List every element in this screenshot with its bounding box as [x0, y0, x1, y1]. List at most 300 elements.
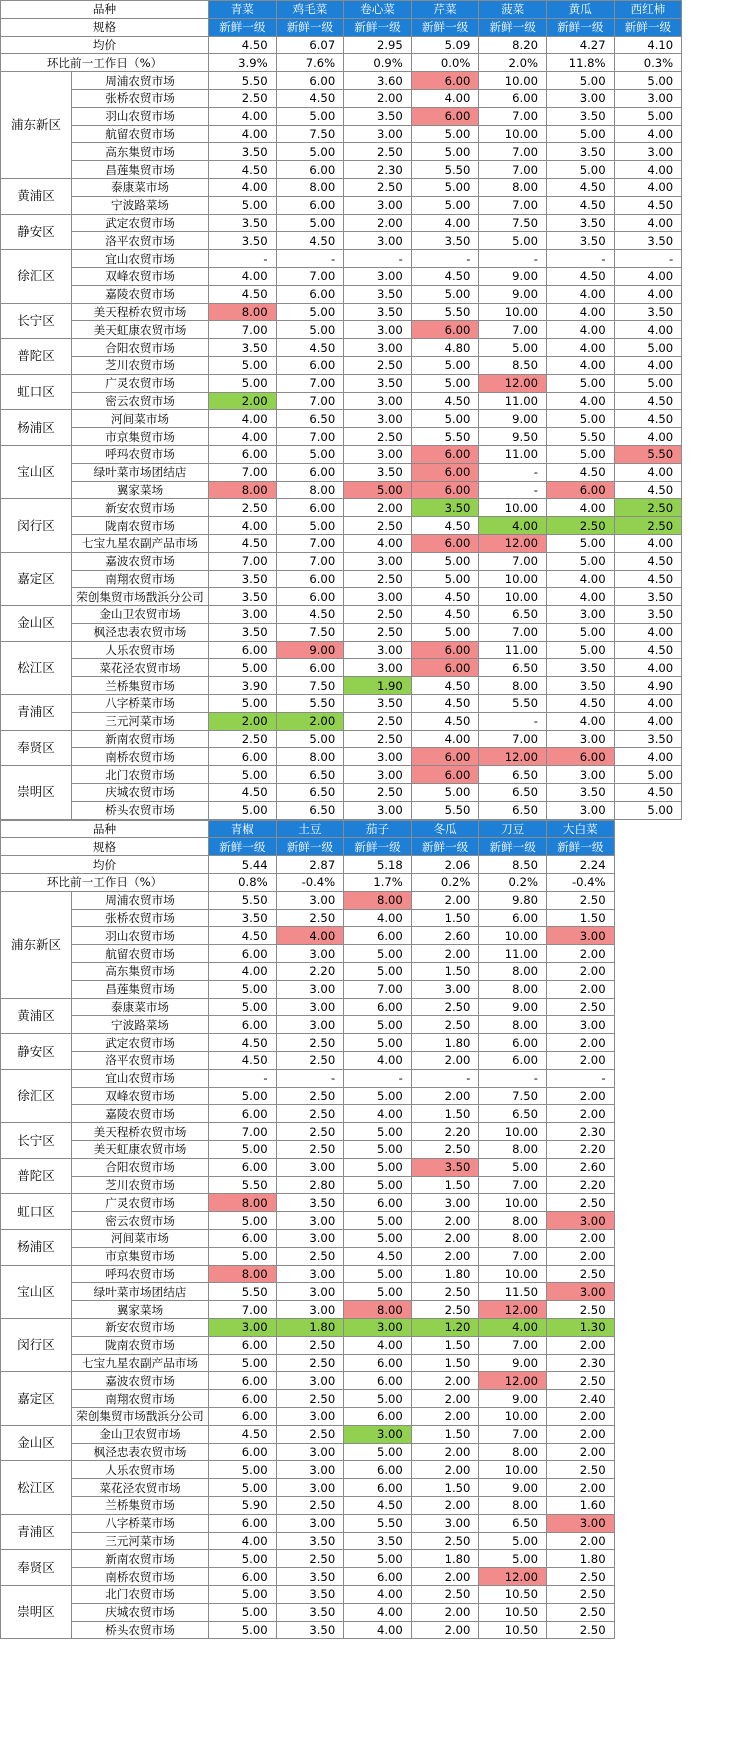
table-row	[1, 1532, 615, 1550]
table-row	[1, 980, 615, 998]
market-name: 枫泾忠表农贸市场	[72, 1443, 209, 1461]
market-name: 菜花泾农贸市场	[72, 659, 209, 677]
district-label: 闵行区	[1, 1318, 72, 1371]
price-cell: 8.00	[276, 748, 344, 766]
price-cell: 6.00	[411, 534, 479, 552]
market-name: 宜山农贸市场	[72, 1069, 209, 1087]
price-cell: 10.00	[479, 1265, 547, 1283]
price-cell: 2.00	[411, 1407, 479, 1425]
variety-label: 品种	[1, 820, 209, 838]
average-label: 均价	[1, 856, 209, 874]
price-cell: 4.50	[614, 641, 682, 659]
table-row	[1, 1443, 615, 1461]
average-cell: 8.50	[479, 856, 547, 874]
market-name: 市京集贸市场	[72, 1247, 209, 1265]
spec-cell: 新鲜一级	[209, 838, 277, 856]
average-label: 均价	[1, 36, 209, 54]
market-name: 翼家菜场	[72, 1301, 209, 1319]
price-cell: 6.00	[209, 1568, 277, 1586]
price-cell: 3.00	[344, 552, 412, 570]
price-cell: 4.00	[614, 463, 682, 481]
price-cell: 2.50	[209, 89, 277, 107]
price-cell: 4.00	[344, 534, 412, 552]
price-cell: 4.50	[411, 392, 479, 410]
price-cell: 4.00	[411, 214, 479, 232]
price-cell: 3.00	[546, 801, 614, 819]
market-name: 芝川农贸市场	[72, 1176, 209, 1194]
price-cell: 12.00	[479, 1372, 547, 1390]
district-label: 普陀区	[1, 339, 72, 375]
price-cell: 4.50	[209, 534, 277, 552]
table-row	[1, 1247, 615, 1265]
price-cell: 4.50	[209, 784, 277, 802]
price-cell: 7.00	[276, 552, 344, 570]
table-row	[1, 1265, 615, 1283]
price-cell: -	[479, 1069, 547, 1087]
market-name: 南桥农贸市场	[72, 1568, 209, 1586]
price-cell: 2.00	[411, 1229, 479, 1247]
price-cell: 4.00	[614, 748, 682, 766]
price-cell: 2.50	[344, 570, 412, 588]
price-cell: 2.50	[411, 1016, 479, 1034]
price-cell: 5.50	[411, 161, 479, 179]
table-row	[1, 695, 682, 713]
market-name: 高东集贸市场	[72, 143, 209, 161]
market-name: 翼家菜场	[72, 481, 209, 499]
price-cell: 4.00	[209, 1532, 277, 1550]
column-header: 大白菜	[546, 820, 614, 838]
table-row	[1, 125, 682, 143]
price-cell: 2.00	[546, 945, 614, 963]
district-label: 浦东新区	[1, 72, 72, 179]
market-name: 航留农贸市场	[72, 125, 209, 143]
market-name: 嘉陵农贸市场	[72, 285, 209, 303]
price-cell: 3.00	[344, 339, 412, 357]
price-cell: 2.50	[411, 1585, 479, 1603]
price-cell: 5.00	[546, 445, 614, 463]
average-cell: 5.09	[411, 36, 479, 54]
price-cell: 4.50	[411, 677, 479, 695]
price-cell: -	[209, 250, 277, 268]
price-cell: 5.00	[344, 1158, 412, 1176]
price-cell: 2.50	[546, 1621, 614, 1639]
price-cell: 3.50	[546, 143, 614, 161]
price-cell: 1.80	[411, 1550, 479, 1568]
average-cell: 2.06	[411, 856, 479, 874]
price-cell: 2.00	[546, 1479, 614, 1497]
price-cell: 3.00	[276, 1016, 344, 1034]
table-row	[1, 784, 682, 802]
price-cell: 7.00	[276, 374, 344, 392]
price-cell: 3.00	[209, 606, 277, 624]
market-name: 人乐农贸市场	[72, 641, 209, 659]
price-cell: 2.00	[546, 1407, 614, 1425]
price-cell: 3.50	[546, 232, 614, 250]
price-cell: -	[411, 1069, 479, 1087]
market-name: 广灵农贸市场	[72, 374, 209, 392]
price-cell: 3.00	[546, 1514, 614, 1532]
market-name: 美天程桥农贸市场	[72, 303, 209, 321]
market-name: 北门农贸市场	[72, 1585, 209, 1603]
price-cell: 6.00	[209, 1336, 277, 1354]
price-cell: 6.50	[479, 801, 547, 819]
price-cell: 10.00	[479, 303, 547, 321]
price-cell: 3.00	[546, 1212, 614, 1230]
market-name: 庆城农贸市场	[72, 1603, 209, 1621]
price-cell: 2.50	[276, 1087, 344, 1105]
price-cell: 2.50	[276, 1550, 344, 1568]
price-cell: 1.20	[411, 1318, 479, 1336]
price-cell: -	[276, 250, 344, 268]
price-cell: 7.50	[276, 125, 344, 143]
spec-cell: 新鲜一级	[479, 838, 547, 856]
price-cell: 4.00	[344, 1603, 412, 1621]
price-cell: 5.50	[614, 445, 682, 463]
table-row	[1, 1461, 615, 1479]
table-row	[1, 534, 682, 552]
price-cell: 2.00	[411, 1568, 479, 1586]
price-cell: 3.00	[344, 766, 412, 784]
district-label: 虹口区	[1, 1194, 72, 1230]
price-cell: 6.50	[479, 784, 547, 802]
change-row	[1, 874, 615, 892]
table-row	[1, 285, 682, 303]
price-cell: 4.00	[614, 534, 682, 552]
price-cell: 8.50	[479, 356, 547, 374]
market-name: 宁波路菜场	[72, 1016, 209, 1034]
price-cell: 3.00	[276, 1443, 344, 1461]
price-cell: 2.00	[411, 1461, 479, 1479]
spec-cell: 新鲜一级	[209, 18, 277, 36]
price-cell: 5.00	[411, 356, 479, 374]
table-row	[1, 356, 682, 374]
price-cell: 3.00	[546, 606, 614, 624]
price-cell: 9.00	[479, 998, 547, 1016]
price-cell: 12.00	[479, 1568, 547, 1586]
price-cell: 3.00	[276, 891, 344, 909]
price-cell: 4.00	[344, 1336, 412, 1354]
price-cell: 3.00	[276, 1301, 344, 1319]
price-cell: -	[276, 1069, 344, 1087]
price-cell: 2.50	[276, 909, 344, 927]
market-name: 嘉波农贸市场	[72, 1372, 209, 1390]
price-cell: 2.50	[546, 1568, 614, 1586]
price-cell: 1.50	[411, 1425, 479, 1443]
price-cell: 4.00	[344, 1052, 412, 1070]
price-cell: 10.00	[479, 1461, 547, 1479]
price-cell: 2.50	[411, 1532, 479, 1550]
price-cell: 3.50	[209, 570, 277, 588]
price-cell: 7.50	[479, 1087, 547, 1105]
price-cell: 4.50	[614, 196, 682, 214]
average-cell: 5.44	[209, 856, 277, 874]
price-cell: 10.00	[479, 927, 547, 945]
price-cell: 2.50	[209, 730, 277, 748]
price-cell: 8.00	[479, 963, 547, 981]
market-name: 宁波路菜场	[72, 196, 209, 214]
price-cell: 3.50	[614, 232, 682, 250]
table-row	[1, 161, 682, 179]
market-name: 七宝九星农副产品市场	[72, 1354, 209, 1372]
price-cell: 3.00	[344, 801, 412, 819]
price-cell: 4.50	[411, 588, 479, 606]
price-cell: 1.50	[546, 909, 614, 927]
price-cell: 5.00	[411, 196, 479, 214]
district-label: 徐汇区	[1, 1069, 72, 1122]
price-cell: 3.00	[546, 1016, 614, 1034]
district-label: 嘉定区	[1, 552, 72, 605]
price-cell: 3.00	[276, 1407, 344, 1425]
price-cell: 6.00	[276, 499, 344, 517]
price-cell: 7.00	[479, 143, 547, 161]
price-cell: 4.00	[614, 356, 682, 374]
table-row	[1, 1550, 615, 1568]
price-cell: 5.00	[344, 945, 412, 963]
price-cell: 4.00	[614, 428, 682, 446]
price-cell: 5.00	[614, 374, 682, 392]
price-cell: 3.50	[546, 107, 614, 125]
price-cell: 4.00	[546, 499, 614, 517]
price-cell: 2.50	[546, 1603, 614, 1621]
market-name: 昌莲集贸市场	[72, 980, 209, 998]
table-row	[1, 1105, 615, 1123]
price-cell: 2.50	[276, 1354, 344, 1372]
price-cell: 4.00	[614, 695, 682, 713]
market-name: 荣创集贸市场戬浜分公司	[72, 1407, 209, 1425]
price-table-2	[0, 820, 615, 1640]
price-cell: 5.00	[546, 641, 614, 659]
price-cell: 2.50	[276, 1336, 344, 1354]
price-cell: 7.50	[479, 214, 547, 232]
column-header: 卷心菜	[344, 1, 412, 19]
market-name: 南翔农贸市场	[72, 1390, 209, 1408]
table-row	[1, 499, 682, 517]
average-cell: 2.87	[276, 856, 344, 874]
price-cell: 2.50	[344, 517, 412, 535]
price-cell: -	[479, 712, 547, 730]
price-cell: 8.00	[479, 1212, 547, 1230]
district-label: 奉贤区	[1, 1550, 72, 1586]
price-cell: 8.00	[479, 1016, 547, 1034]
price-cell: 7.00	[276, 392, 344, 410]
price-cell: 3.00	[344, 445, 412, 463]
price-cell: 5.00	[614, 766, 682, 784]
price-cell: 4.00	[614, 321, 682, 339]
price-cell: -	[209, 1069, 277, 1087]
table-row	[1, 321, 682, 339]
district-label: 静安区	[1, 214, 72, 250]
price-cell: 2.30	[546, 1354, 614, 1372]
price-cell: 3.00	[276, 980, 344, 998]
price-cell: 6.00	[344, 998, 412, 1016]
price-cell: 5.00	[209, 766, 277, 784]
price-cell: 3.00	[546, 89, 614, 107]
market-name: 南桥农贸市场	[72, 748, 209, 766]
price-cell: 5.00	[209, 695, 277, 713]
market-name: 河间菜市场	[72, 410, 209, 428]
price-cell: 5.00	[276, 445, 344, 463]
price-cell: 10.00	[479, 125, 547, 143]
table-row	[1, 1212, 615, 1230]
price-cell: 6.00	[344, 1354, 412, 1372]
market-name: 菜花泾农贸市场	[72, 1479, 209, 1497]
price-cell: 6.00	[209, 1443, 277, 1461]
market-name: 七宝九星农副产品市场	[72, 534, 209, 552]
price-cell: 3.50	[276, 1532, 344, 1550]
price-cell: 5.00	[546, 374, 614, 392]
price-cell: 2.50	[546, 1194, 614, 1212]
price-cell: 2.00	[411, 1372, 479, 1390]
price-cell: 4.00	[344, 1621, 412, 1639]
price-cell: 5.50	[479, 695, 547, 713]
average-cell: 4.27	[546, 36, 614, 54]
district-label: 黄浦区	[1, 178, 72, 214]
price-cell: 5.00	[209, 1461, 277, 1479]
price-cell: 7.50	[276, 677, 344, 695]
table-row	[1, 1123, 615, 1141]
table-row	[1, 1336, 615, 1354]
market-name: 新安农贸市场	[72, 1318, 209, 1336]
price-cell: 5.00	[276, 107, 344, 125]
table-row	[1, 659, 682, 677]
market-name: 美天虹康农贸市场	[72, 1141, 209, 1159]
price-cell: 1.80	[546, 1550, 614, 1568]
price-cell: 4.50	[614, 410, 682, 428]
average-row	[1, 856, 615, 874]
market-name: 武定农贸市场	[72, 214, 209, 232]
price-cell: 6.00	[209, 748, 277, 766]
price-cell: 5.00	[411, 374, 479, 392]
table-row	[1, 1016, 615, 1034]
price-cell: 3.00	[344, 588, 412, 606]
price-cell: 4.00	[209, 410, 277, 428]
table-row	[1, 766, 682, 784]
price-cell: 2.00	[276, 712, 344, 730]
price-cell: 3.00	[276, 1229, 344, 1247]
price-cell: 6.00	[209, 445, 277, 463]
price-cell: 3.50	[411, 1158, 479, 1176]
price-cell: 2.00	[411, 1496, 479, 1514]
district-label: 嘉定区	[1, 1372, 72, 1425]
table-row	[1, 1514, 615, 1532]
price-cell: 5.00	[344, 1229, 412, 1247]
price-cell: 12.00	[479, 534, 547, 552]
table-row	[1, 374, 682, 392]
spec-row	[1, 838, 615, 856]
price-cell: 7.00	[209, 463, 277, 481]
column-header: 土豆	[276, 820, 344, 838]
price-cell: 6.00	[411, 445, 479, 463]
district-label: 普陀区	[1, 1158, 72, 1194]
market-name: 双峰农贸市场	[72, 1087, 209, 1105]
price-cell: 3.00	[614, 89, 682, 107]
market-name: 周浦农贸市场	[72, 891, 209, 909]
price-cell: 6.00	[276, 356, 344, 374]
price-cell: 8.00	[479, 980, 547, 998]
market-name: 庆城农贸市场	[72, 784, 209, 802]
table-row	[1, 1585, 615, 1603]
price-cell: 2.50	[344, 712, 412, 730]
price-cell: 5.00	[276, 143, 344, 161]
price-cell: 3.00	[276, 1158, 344, 1176]
price-cell: 3.50	[209, 909, 277, 927]
price-cell: 3.00	[344, 748, 412, 766]
price-cell: 6.50	[479, 606, 547, 624]
price-cell: 7.00	[209, 321, 277, 339]
average-cell: 2.95	[344, 36, 412, 54]
price-cell: 3.50	[411, 232, 479, 250]
price-cell: 3.00	[344, 196, 412, 214]
market-name: 嘉陵农贸市场	[72, 1105, 209, 1123]
price-cell: 5.50	[209, 1283, 277, 1301]
price-cell: 6.00	[276, 72, 344, 90]
price-cell: 5.00	[209, 1141, 277, 1159]
price-cell: 2.50	[276, 1105, 344, 1123]
table-row	[1, 143, 682, 161]
district-label: 松江区	[1, 641, 72, 694]
price-cell: 6.00	[411, 659, 479, 677]
price-cell: 2.80	[276, 1176, 344, 1194]
price-cell: 5.00	[614, 339, 682, 357]
table-row	[1, 1052, 615, 1070]
price-cell: 5.00	[546, 125, 614, 143]
price-cell: 5.00	[344, 1123, 412, 1141]
price-cell: 2.50	[344, 606, 412, 624]
price-cell: 6.00	[344, 1479, 412, 1497]
price-cell: 4.50	[344, 1247, 412, 1265]
price-cell: 5.00	[546, 534, 614, 552]
price-cell: 7.00	[479, 321, 547, 339]
price-cell: 2.00	[411, 1052, 479, 1070]
price-cell: 5.00	[546, 72, 614, 90]
table-row	[1, 1496, 615, 1514]
price-cell: 4.00	[546, 570, 614, 588]
price-cell: 4.00	[614, 285, 682, 303]
price-cell: 2.30	[546, 1123, 614, 1141]
price-cell: 2.50	[546, 998, 614, 1016]
price-cell: 8.00	[209, 303, 277, 321]
price-cell: 5.00	[411, 784, 479, 802]
price-cell: 2.00	[546, 1229, 614, 1247]
price-cell: 4.00	[209, 428, 277, 446]
price-cell: 6.00	[344, 1407, 412, 1425]
price-cell: 6.00	[479, 909, 547, 927]
price-cell: 6.50	[479, 659, 547, 677]
district-label: 虹口区	[1, 374, 72, 410]
price-cell: 4.00	[546, 339, 614, 357]
market-name: 张桥农贸市场	[72, 89, 209, 107]
market-name: 宜山农贸市场	[72, 250, 209, 268]
price-cell: 6.00	[546, 748, 614, 766]
table-row	[1, 178, 682, 196]
price-cell: 2.50	[344, 784, 412, 802]
price-cell: 4.50	[276, 232, 344, 250]
district-label: 闵行区	[1, 499, 72, 552]
price-cell: 8.00	[479, 1496, 547, 1514]
price-cell: 10.00	[479, 1407, 547, 1425]
price-cell: 2.50	[546, 1265, 614, 1283]
market-name: 八字桥菜市场	[72, 695, 209, 713]
price-cell: 3.00	[546, 1283, 614, 1301]
price-cell: 6.00	[479, 89, 547, 107]
price-cell: 4.80	[411, 339, 479, 357]
table-row	[1, 552, 682, 570]
change-cell: -0.4%	[546, 874, 614, 892]
price-cell: 6.00	[209, 1016, 277, 1034]
price-cell: 7.00	[479, 1247, 547, 1265]
price-cell: 3.50	[276, 1194, 344, 1212]
table-row	[1, 1479, 615, 1497]
